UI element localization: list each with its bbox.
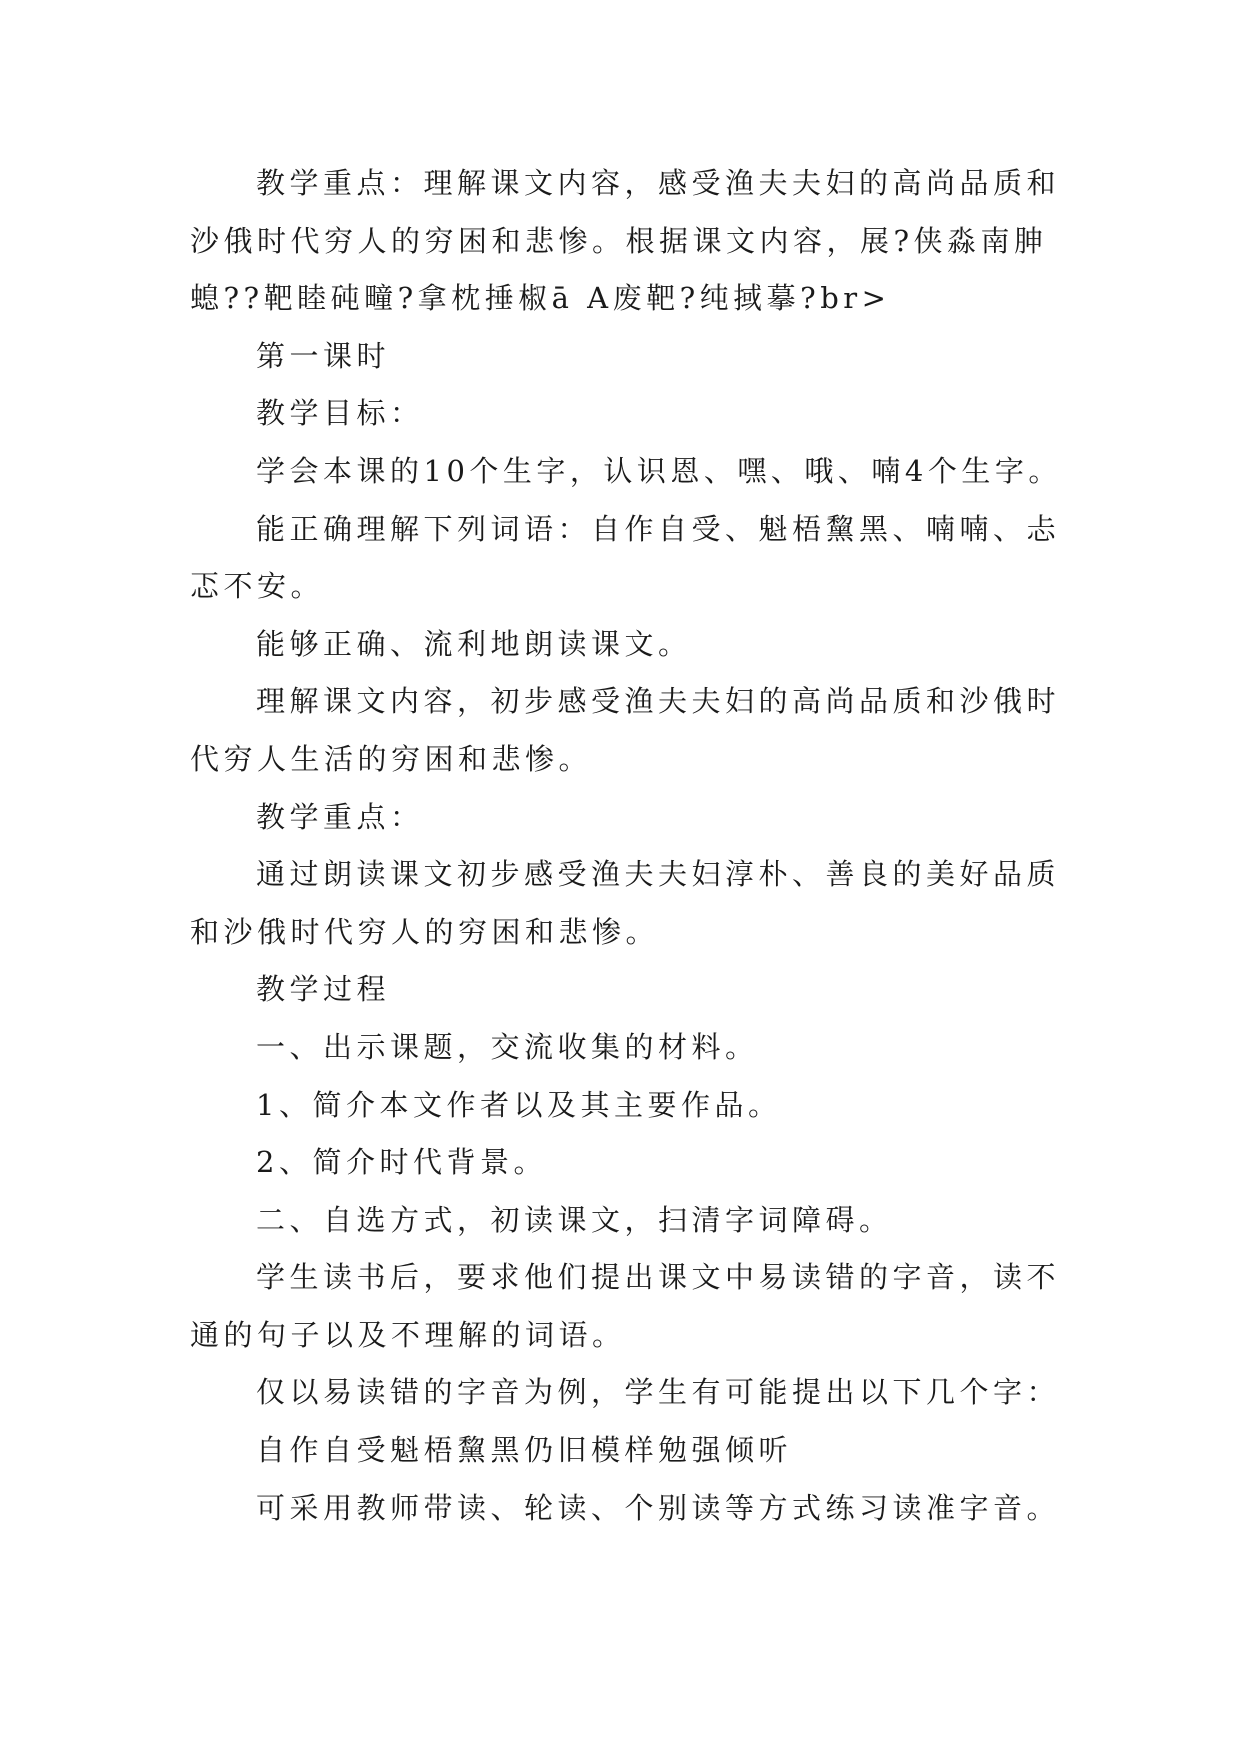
paragraph-step-two-example: 仅以易读错的字音为例，学生有可能提出以下几个字：	[256, 1375, 1061, 1410]
paragraph-practice-method: 可采用教师带读、轮读、个别读等方式练习读准字音。	[256, 1490, 1061, 1525]
paragraph-goal-vocabulary: 能正确理解下列词语：自作自受、魁梧黧黑、喃喃、忐忑不安。	[190, 511, 1061, 604]
paragraph-step-one-item-2: 2、简介时代背景。	[256, 1145, 547, 1180]
paragraph-word-list: 自作自受魁梧黧黑仍旧模样勉强倾听	[256, 1433, 793, 1468]
paragraph-goal-characters: 学会本课的10个生字，认识恩、嘿、哦、喃4个生字。	[256, 453, 1062, 488]
paragraph-goal-understanding: 理解课文内容，初步感受渔夫夫妇的高尚品质和沙俄时代穷人生活的穷困和悲惨。	[190, 684, 1061, 776]
paragraph-teaching-process-heading: 教学过程	[256, 972, 391, 1007]
paragraph-step-two: 二、自选方式，初读课文，扫清字词障碍。	[256, 1202, 893, 1237]
paragraph-teaching-goals-heading: 教学目标：	[256, 396, 424, 431]
paragraph-step-one: 一、出示课题，交流收集的材料。	[256, 1029, 759, 1064]
paragraph-step-two-body: 学生读书后，要求他们提出课文中易读错的字音，读不通的句子以及不理解的词语。	[190, 1260, 1061, 1352]
paragraph-first-lesson-heading: 第一课时	[256, 338, 391, 373]
paragraph-goal-reading: 能够正确、流利地朗读课文。	[256, 626, 692, 661]
paragraph-teaching-focus-heading: 教学重点：	[256, 799, 424, 834]
paragraph-step-one-item-1: 1、简介本文作者以及其主要作品。	[256, 1087, 782, 1122]
paragraph-teaching-focus-body: 通过朗读课文初步感受渔夫夫妇淳朴、善良的美好品质和沙俄时代穷人的穷困和悲惨。	[190, 857, 1061, 949]
paragraph-teaching-focus-summary: 教学重点：理解课文内容，感受渔夫夫妇的高尚品质和沙俄时代穷人的穷困和悲惨。根据课文内容，展?侠淼南胂螅??靶睦砘疃?拿枕捶椒ā A废靶?纯掝摹?br>	[190, 166, 1061, 316]
document-page	[190, 155, 1070, 1537]
